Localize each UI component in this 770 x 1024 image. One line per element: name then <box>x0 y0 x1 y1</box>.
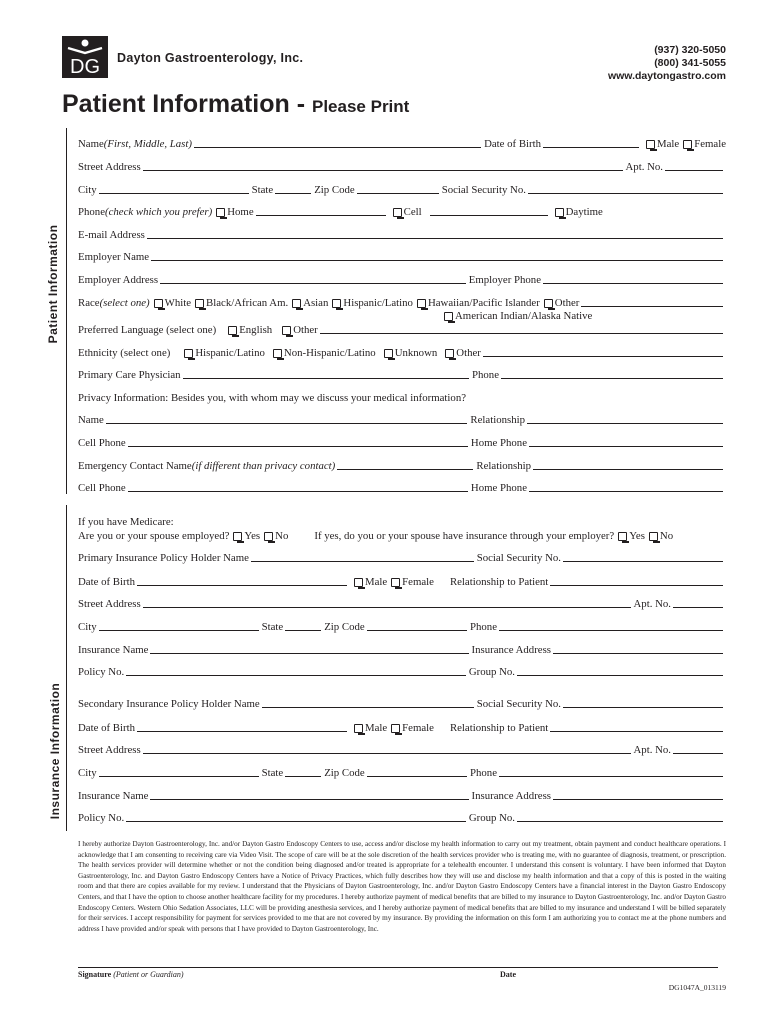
apt-label: Apt. No. <box>625 161 663 173</box>
primary-dob-label: Date of Birth <box>78 576 135 588</box>
privacy-cell-field[interactable] <box>128 437 468 447</box>
primary-state-field[interactable] <box>285 621 321 631</box>
secondary-dob-field[interactable] <box>137 722 347 732</box>
primary-ins-address-label: Insurance Address <box>471 644 551 656</box>
secondary-policy-label: Policy No. <box>78 812 125 824</box>
primary-male-label: Male <box>364 576 388 588</box>
row-primary-dob <box>78 572 726 588</box>
row-primary-insurance <box>78 640 726 656</box>
secondary-relationship-label: Relationship to Patient <box>449 722 549 734</box>
primary-ins-name-label: Insurance Name <box>78 644 149 656</box>
zip-label: Zip Code <box>314 184 355 196</box>
language-other-checkbox[interactable] <box>282 326 291 335</box>
primary-holder-field[interactable] <box>251 552 474 562</box>
secondary-state-label: State <box>261 767 284 779</box>
row-secondary-street <box>78 740 726 756</box>
race-asian-checkbox[interactable] <box>292 299 301 308</box>
ethnicity-label: Ethnicity (select one) <box>78 347 171 359</box>
row-ethnicity <box>78 343 726 359</box>
row-primary-street <box>78 594 726 610</box>
pcp-field[interactable] <box>183 369 469 379</box>
row-street <box>78 157 726 173</box>
race-hispanic-checkbox[interactable] <box>332 299 341 308</box>
race-black-checkbox[interactable] <box>195 299 204 308</box>
patient-ssn-field[interactable] <box>528 184 723 194</box>
medicare-label: If you have Medicare: <box>78 516 174 528</box>
privacy-relationship-label: Relationship <box>470 414 525 426</box>
english-label: English <box>239 324 273 336</box>
logo-mark <box>62 36 108 78</box>
eth-other-label: Other <box>456 347 481 359</box>
eth-unknown-label: Unknown <box>394 347 438 359</box>
row-secondary-dob <box>78 718 726 734</box>
privacy-home-label: Home Phone <box>470 437 527 449</box>
emergency-cell-field[interactable] <box>128 482 468 492</box>
primary-policy-label: Policy No. <box>78 666 125 678</box>
signature-hint: (Patient or Guardian) <box>113 970 184 979</box>
ssn-label: Social Security No. <box>441 184 526 196</box>
row-primary-holder <box>78 548 726 564</box>
row-secondary-insurance <box>78 786 726 802</box>
primary-city-label: City <box>78 621 97 633</box>
email-field[interactable] <box>147 229 723 239</box>
row-phone <box>78 202 726 218</box>
race-hint: (select one) <box>99 297 150 309</box>
secondary-zip-field[interactable] <box>367 767 467 777</box>
secondary-apt-field[interactable] <box>673 744 723 754</box>
form-code: DG1047A_013119 <box>668 983 726 992</box>
primary-group-field[interactable] <box>517 666 723 676</box>
primary-ssn-field[interactable] <box>563 552 723 562</box>
insurance-section-rule <box>66 505 67 831</box>
patient-section-rule <box>66 128 67 494</box>
eth-non-checkbox[interactable] <box>273 349 282 358</box>
secondary-holder-label: Secondary Insurance Policy Holder Name <box>78 698 260 710</box>
emergency-relationship-label: Relationship <box>476 460 531 472</box>
primary-phone-label: Phone <box>470 621 497 633</box>
patient-apt-field[interactable] <box>665 161 723 171</box>
emp-ins-yes-checkbox[interactable] <box>618 532 627 541</box>
emergency-name-field[interactable] <box>337 460 473 470</box>
secondary-ins-name-field[interactable] <box>150 790 468 800</box>
secondary-policy-field[interactable] <box>126 812 466 822</box>
primary-zip-label: Zip Code <box>324 621 365 633</box>
cell-label: Cell <box>403 206 422 218</box>
row-privacy <box>78 388 726 404</box>
secondary-female-label: Female <box>402 722 434 734</box>
emergency-relationship-field[interactable] <box>533 460 723 470</box>
phone-toll-free: (800) 341-5055 <box>654 57 726 69</box>
title-main: Patient Information - <box>62 90 312 118</box>
phone-label: Phone <box>78 206 105 218</box>
row-name <box>78 134 726 150</box>
primary-female-label: Female <box>402 576 434 588</box>
employer-insurance-question: If yes, do you or your spouse have insurance through your employer? <box>314 530 615 542</box>
race-indian-label: American Indian/Alaska Native <box>455 310 593 322</box>
signature-line[interactable] <box>78 967 718 968</box>
primary-apt-label: Apt. No. <box>633 598 671 610</box>
phone-hint: (check which you prefer) <box>105 206 213 218</box>
patient-name-field[interactable] <box>194 138 481 148</box>
secondary-street-label: Street Address <box>78 744 141 756</box>
patient-city-field[interactable] <box>99 184 249 194</box>
emergency-home-field[interactable] <box>529 482 723 492</box>
eth-hispanic-label: Hispanic/Latino <box>195 347 265 359</box>
primary-female-checkbox[interactable] <box>391 578 400 587</box>
secondary-male-label: Male <box>364 722 388 734</box>
employed-no-checkbox[interactable] <box>264 532 273 541</box>
primary-street-field[interactable] <box>143 598 631 608</box>
emp-ins-no-checkbox[interactable] <box>649 532 658 541</box>
patient-section-label: Patient Information <box>46 224 60 344</box>
employed-no-label: No <box>275 530 289 542</box>
race-white-checkbox[interactable] <box>154 299 163 308</box>
row-secondary-policy <box>78 808 726 824</box>
cell-phone-field[interactable] <box>430 206 548 216</box>
logo-text: DG <box>70 56 100 78</box>
street-label: Street Address <box>78 161 141 173</box>
employer-phone-field[interactable] <box>543 274 723 284</box>
eth-unknown-checkbox[interactable] <box>384 349 393 358</box>
row-pcp <box>78 365 726 381</box>
home-checkbox[interactable] <box>216 208 225 217</box>
employer-name-label: Employer Name <box>78 251 150 263</box>
male-checkbox[interactable] <box>646 140 655 149</box>
employer-address-field[interactable] <box>160 274 466 284</box>
female-label: Female <box>694 138 726 150</box>
secondary-street-field[interactable] <box>143 744 631 754</box>
primary-ins-address-field[interactable] <box>553 644 723 654</box>
eth-other-field[interactable] <box>483 347 723 357</box>
race-label: Race <box>78 297 100 309</box>
emergency-hint: (if different than privacy contact) <box>191 460 336 472</box>
secondary-city-field[interactable] <box>99 767 259 777</box>
secondary-ssn-field[interactable] <box>563 698 723 708</box>
race-hispanic-label: Hispanic/Latino <box>343 297 413 309</box>
row-email <box>78 225 726 241</box>
employer-phone-label: Employer Phone <box>468 274 541 286</box>
row-city <box>78 180 726 196</box>
primary-dob-field[interactable] <box>137 576 347 586</box>
language-other-field[interactable] <box>320 324 723 334</box>
secondary-phone-field[interactable] <box>499 767 723 777</box>
race-other-label: Other <box>554 297 580 309</box>
signature-label-text: Signature <box>78 970 112 979</box>
row-secondary-city <box>78 763 726 779</box>
row-employer-address <box>78 270 726 286</box>
emergency-label: Emergency Contact Name <box>78 460 192 472</box>
eth-non-label: Non-Hispanic/Latino <box>283 347 376 359</box>
privacy-relationship-field[interactable] <box>527 414 723 424</box>
patient-street-field[interactable] <box>143 161 623 171</box>
secondary-male-checkbox[interactable] <box>354 724 363 733</box>
primary-male-checkbox[interactable] <box>354 578 363 587</box>
pcp-label: Primary Care Physician <box>78 369 181 381</box>
home-phone-field[interactable] <box>256 206 386 216</box>
row-language <box>78 320 726 336</box>
primary-ins-name-field[interactable] <box>150 644 468 654</box>
patient-dob-field[interactable] <box>543 138 639 148</box>
email-label: E-mail Address <box>78 229 145 241</box>
secondary-female-checkbox[interactable] <box>391 724 400 733</box>
race-hawaiian-label: Hawaiian/Pacific Islander <box>427 297 540 309</box>
signature-label <box>78 970 184 979</box>
privacy-cell-label: Cell Phone <box>78 437 126 449</box>
secondary-state-field[interactable] <box>285 767 321 777</box>
employer-name-field[interactable] <box>151 251 723 261</box>
pcp-phone-field[interactable] <box>501 369 723 379</box>
primary-phone-field[interactable] <box>499 621 723 631</box>
primary-apt-field[interactable] <box>673 598 723 608</box>
secondary-dob-label: Date of Birth <box>78 722 135 734</box>
race-asian-label: Asian <box>303 297 329 309</box>
consent-text: I hereby authorize Dayton Gastroenterology, Inc. and/or Dayton Gastro Endoscopy Centers to use, access and/or disclose my health information to carry out my treatment, obtain payment and conduct healthcare operations. I acknowledge that I am consenting to receiving care via Video Visit. The scope of care will be at the sole discretion of the health services provider who is treating me, with no guarantee of diagnosis, treatment, or prescription. The health services provider will determine whether or not the condition being diagnosed and/or treated is appropriate for a telehealth encounter. I understand this consent is voluntary. I have been informed that Dayton Gastroenterology, Inc. and Dayton Gastro Endoscopy Centers have a Notice of Privacy Practices, which fully describes how they will use and disclose my health information and that a copy of this is posted in the waiting room and that there are copies available for my review. I understand that the Physicians of Dayton Gastroenterology, Inc. and/or Dayton Gastro Endoscopy Centers have a financial interest in the Dayton Gastro Endoscopy Centers, and that I have the option to choose another healthcare facility for my procedures. I hereby authorize payment of medical benefits that are billed to my insurance to Dayton Gastroenterology, Inc. and/or Dayton Gastro Endoscopy Centers. Western Ohio Sedation Associates, LLC will be providing anesthesia services, and I hereby authorize payment of medical benefits that are billed to my insurance and understand I will be billed separately for their services. I accept responsibility for payment for services provided to me that are not covered by my insurance. By providing the information on this form I am authorizing you to contact me at the phone numbers and address I have provided and/or speak with persons that I have provided to Dayton Gastroenterology, Inc. <box>78 840 726 933</box>
emergency-cell-label: Cell Phone <box>78 482 126 494</box>
language-label: Preferred Language (select one) <box>78 324 217 336</box>
primary-city-field[interactable] <box>99 621 259 631</box>
primary-relationship-label: Relationship to Patient <box>449 576 549 588</box>
home-label: Home <box>227 206 254 218</box>
privacy-question: Privacy Information: Besides you, with whom may we discuss your medical information? <box>78 392 467 404</box>
insurance-section-label: Insurance Information <box>48 682 62 820</box>
race-hawaiian-checkbox[interactable] <box>417 299 426 308</box>
row-emergency <box>78 456 726 472</box>
phone-primary: (937) 320-5050 <box>654 44 726 56</box>
website-link[interactable]: www.daytongastro.com <box>607 70 726 82</box>
male-label: Male <box>657 138 680 150</box>
daytime-checkbox[interactable] <box>555 208 564 217</box>
race-black-label: Black/African Am. <box>206 297 289 309</box>
eth-other-checkbox[interactable] <box>445 349 454 358</box>
secondary-ssn-label: Social Security No. <box>476 698 561 710</box>
medicare-question: Are you or your spouse employed? <box>78 530 230 542</box>
patient-zip-field[interactable] <box>357 184 439 194</box>
row-emergency-phones <box>78 478 726 494</box>
contact-info <box>608 44 726 83</box>
company-name: Dayton Gastroenterology, Inc. <box>117 51 304 65</box>
secondary-ins-name-label: Insurance Name <box>78 790 149 802</box>
state-label: State <box>251 184 274 196</box>
row-secondary-holder <box>78 694 726 710</box>
dob-label: Date of Birth <box>484 138 542 150</box>
emp-ins-yes-label: Yes <box>629 530 645 542</box>
primary-holder-label: Primary Insurance Policy Holder Name <box>78 552 249 564</box>
language-other-label: Other <box>293 324 318 336</box>
privacy-name-field[interactable] <box>106 414 468 424</box>
cell-checkbox[interactable] <box>393 208 402 217</box>
privacy-name-label: Name <box>78 414 104 426</box>
row-privacy-phones <box>78 433 726 449</box>
secondary-city-label: City <box>78 767 97 779</box>
company-logo <box>62 36 108 78</box>
privacy-home-field[interactable] <box>529 437 723 447</box>
name-hint: (First, Middle, Last) <box>103 138 192 150</box>
row-primary-policy <box>78 662 726 678</box>
primary-state-label: State <box>261 621 284 633</box>
name-label: Name <box>78 138 104 150</box>
primary-zip-field[interactable] <box>367 621 467 631</box>
primary-ssn-label: Social Security No. <box>476 552 561 564</box>
secondary-ins-address-label: Insurance Address <box>471 790 551 802</box>
english-checkbox[interactable] <box>228 326 237 335</box>
pcp-phone-label: Phone <box>472 369 499 381</box>
title-sub: Please Print <box>312 97 410 116</box>
row-privacy-name <box>78 410 726 426</box>
secondary-zip-label: Zip Code <box>324 767 365 779</box>
emp-ins-no-label: No <box>659 530 674 542</box>
primary-group-label: Group No. <box>468 666 515 678</box>
employer-address-label: Employer Address <box>78 274 159 286</box>
secondary-relationship-field[interactable] <box>550 722 723 732</box>
primary-policy-field[interactable] <box>126 666 466 676</box>
primary-relationship-field[interactable] <box>550 576 723 586</box>
employed-yes-checkbox[interactable] <box>233 532 242 541</box>
secondary-apt-label: Apt. No. <box>633 744 671 756</box>
female-checkbox[interactable] <box>683 140 692 149</box>
emergency-home-label: Home Phone <box>470 482 527 494</box>
page-title <box>62 90 409 119</box>
row-employer-name <box>78 247 726 263</box>
row-primary-city <box>78 617 726 633</box>
secondary-phone-label: Phone <box>470 767 497 779</box>
race-white-label: White <box>164 297 192 309</box>
city-label: City <box>78 184 97 196</box>
eth-hispanic-checkbox[interactable] <box>184 349 193 358</box>
secondary-holder-field[interactable] <box>262 698 474 708</box>
row-medicare-q <box>78 526 726 542</box>
employed-yes-label: Yes <box>244 530 261 542</box>
date-label: Date <box>500 970 516 979</box>
secondary-group-field[interactable] <box>517 812 723 822</box>
primary-street-label: Street Address <box>78 598 141 610</box>
secondary-ins-address-field[interactable] <box>553 790 723 800</box>
secondary-group-label: Group No. <box>468 812 515 824</box>
daytime-label: Daytime <box>565 206 603 218</box>
patient-state-field[interactable] <box>275 184 311 194</box>
